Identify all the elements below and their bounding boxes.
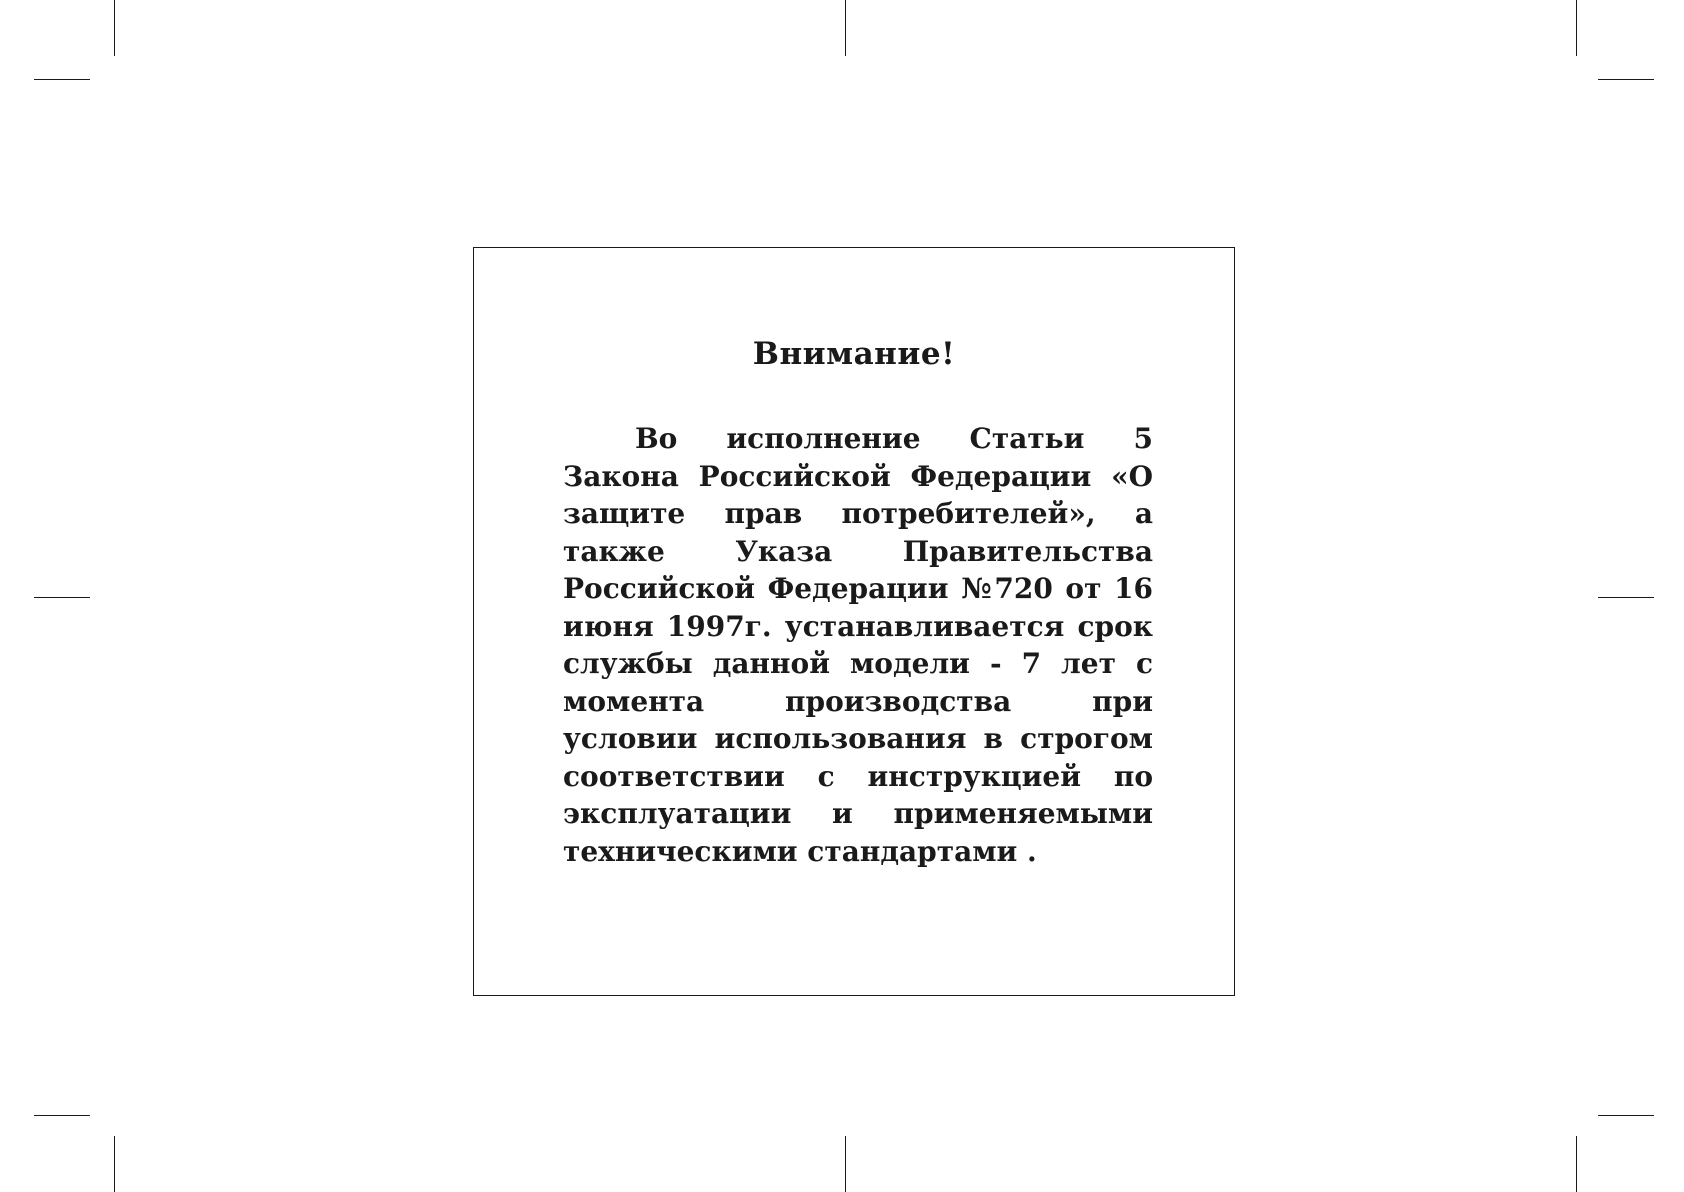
crop-mark-left-bottom <box>34 1115 90 1116</box>
crop-mark-top-center <box>845 0 846 56</box>
crop-mark-right-middle <box>1598 597 1654 598</box>
crop-mark-bottom-center <box>845 1136 846 1192</box>
notice-frame <box>473 247 1235 996</box>
crop-mark-top-right <box>1576 0 1577 56</box>
crop-mark-right-top <box>1598 79 1654 80</box>
crop-mark-top-left <box>114 0 115 56</box>
crop-mark-bottom-right <box>1576 1136 1577 1192</box>
crop-mark-left-middle <box>34 597 90 598</box>
notice-body-text: Во исполнение Статьи 5 Закона Российской Федерации «О защите прав потребителей», а также Указа Правительства Российской Федерации №720 от 16 июня 1997г. устанавливается срок службы данной модели - 7 лет с момента производства при условии использования в строгом соответствии с инструкцией по эксплуатации и применяемыми техническими стандартами . <box>563 422 1153 868</box>
crop-mark-right-bottom <box>1598 1115 1654 1116</box>
crop-mark-bottom-left <box>114 1136 115 1192</box>
crop-mark-left-top <box>34 79 90 80</box>
notice-title: Внимание! <box>752 336 956 372</box>
